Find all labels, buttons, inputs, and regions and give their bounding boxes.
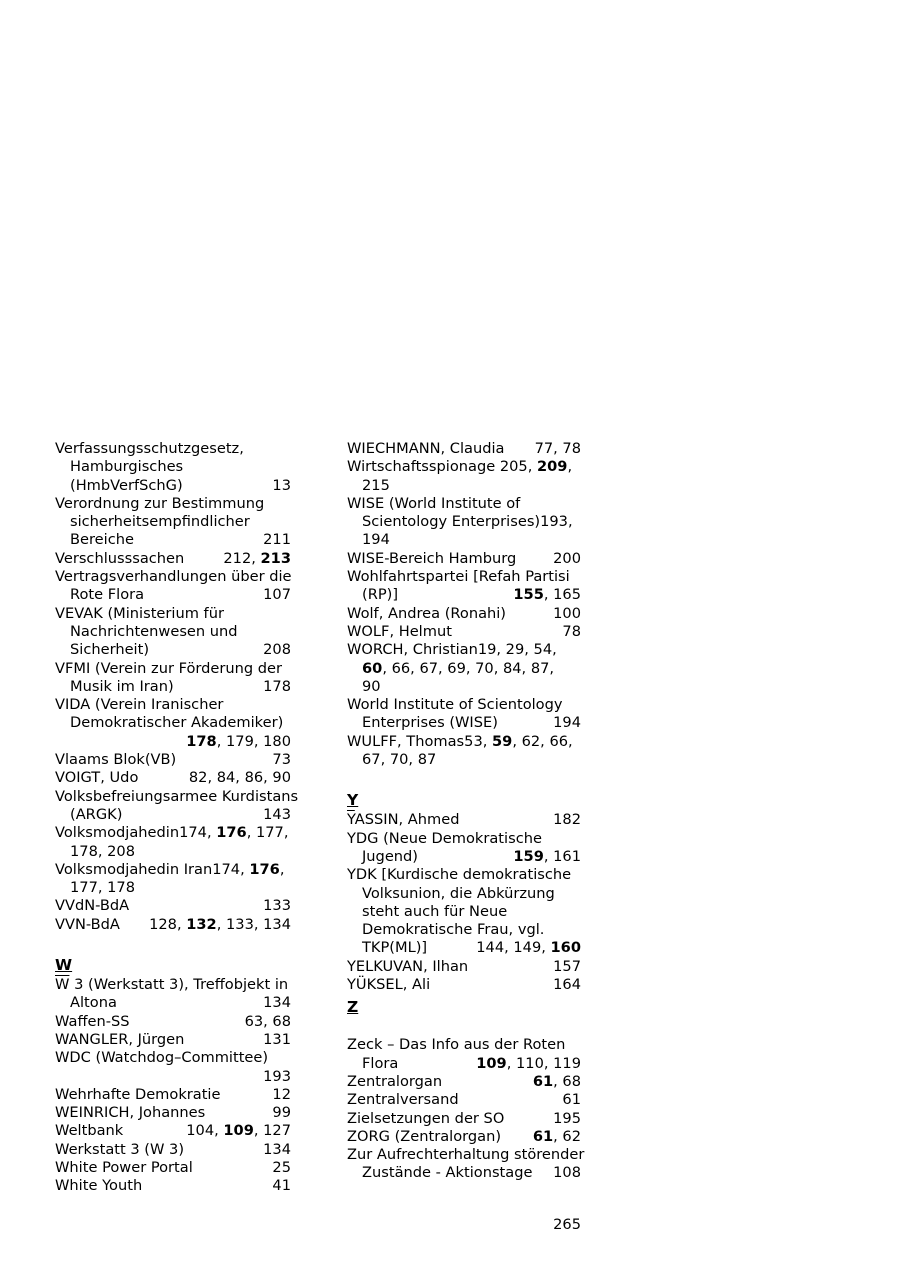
entry-text: VOIGT, Udo — [55, 769, 139, 787]
entry-pages: 164 — [553, 976, 581, 994]
entry-text: WOLF, Helmut — [347, 622, 452, 640]
entry-text: Rote Flora — [70, 586, 145, 604]
entry-pages: 82, 84, 86, 90 — [188, 769, 291, 787]
index-entry — [55, 1177, 291, 1195]
index-entry — [347, 866, 581, 957]
entry-term — [347, 811, 581, 829]
entry-pages: 108 — [553, 1164, 581, 1182]
entry-term: VFMI (Verein zur Förderung der — [55, 659, 283, 677]
entry-text: Wehrhafte Demokratie — [55, 1085, 221, 1103]
entry-term — [55, 1013, 291, 1031]
entry-pages: 25 — [272, 1158, 291, 1176]
entry-term — [347, 550, 581, 568]
entry-term: World Institute of Scientology — [347, 696, 563, 714]
entry-continuation: 67, 70, 87 — [362, 751, 437, 769]
index-entry — [347, 641, 581, 696]
entry-pages: 193 — [263, 1067, 291, 1085]
entry-pages: 78 — [562, 622, 581, 640]
index-entry — [347, 458, 581, 495]
entry-pages: 208 — [263, 641, 291, 659]
entry-text: Sicherheit) — [70, 641, 150, 659]
section-letter-w: W — [55, 956, 73, 975]
entry-pages: 61 — [562, 1091, 581, 1109]
entry-text: Weltbank — [55, 1122, 124, 1140]
entry-continuation — [55, 586, 291, 604]
index-entry — [55, 495, 291, 550]
entry-term — [347, 1091, 581, 1109]
entry-text: YELKUVAN, Ilhan — [347, 957, 469, 975]
entry-pages: 100 — [553, 604, 581, 622]
index-entry — [347, 605, 581, 623]
entry-pages: 157 — [553, 957, 581, 975]
entry-term — [55, 550, 291, 568]
entry-pages: 63, 68 — [244, 1012, 291, 1030]
entry-pages: 194 — [553, 714, 581, 732]
entry-term: Zur Aufrechterhaltung störender — [347, 1146, 585, 1164]
entry-continuation: steht auch für Neue — [362, 902, 508, 920]
section-letter-z: Z — [347, 998, 359, 1017]
entry-term — [347, 1110, 581, 1128]
entry-text: YÜKSEL, Ali — [347, 976, 431, 994]
entry-pages: 134 — [263, 994, 291, 1012]
entry-continuation: 215 — [362, 476, 390, 494]
entry-term — [55, 1031, 291, 1049]
index-entry — [55, 1159, 291, 1177]
entry-term: $\overline{W}$ 3 (Werkstatt 3), Treffobjekt in — [55, 976, 289, 994]
entry-term: WDC (Watchdog–Committee) — [55, 1049, 269, 1067]
entry-continuation: 178, 208 — [70, 842, 135, 860]
entry-continuation: Demokratische Frau, vgl. — [362, 921, 545, 939]
entry-continuation: sicherheitsempfindlicher — [70, 513, 250, 531]
entry-text: Zentralorgan — [347, 1072, 443, 1090]
index-entry — [347, 1110, 581, 1128]
entry-term — [347, 440, 581, 458]
entry-continuation: Scientology Enterprises)193, — [362, 513, 573, 531]
entry-term — [55, 897, 291, 915]
entry-term — [55, 1159, 291, 1177]
index-entry — [55, 1141, 291, 1159]
entry-text: TKP(ML)] — [362, 939, 428, 957]
entry-term — [347, 958, 581, 976]
entry-continuation: 177, 178 — [70, 879, 135, 897]
entry-term — [55, 1122, 291, 1140]
entry-continuation — [347, 848, 581, 866]
entry-pages: 12 — [272, 1085, 291, 1103]
entry-term — [55, 751, 291, 769]
entry-text: Zentralversand — [347, 1091, 459, 1109]
entry-text: Vlaams Blok(VB) — [55, 751, 177, 769]
entry-pages: 155, 165 — [513, 586, 581, 604]
entry-term: YDK [Kurdische demokratische — [347, 866, 572, 884]
entry-term: Volksmodjahedin174, 176, 177, — [55, 824, 289, 842]
entry-term: WISE (World Institute of — [347, 494, 521, 512]
entry-pages: 159, 161 — [513, 847, 581, 865]
entry-pages: 178 — [263, 677, 291, 695]
entry-term — [55, 769, 291, 787]
index-column-left — [55, 440, 299, 1196]
section-gap — [347, 1018, 581, 1036]
entry-pages: 134 — [263, 1140, 291, 1158]
entry-pages: 211 — [263, 531, 291, 549]
entry-continuation — [347, 586, 581, 604]
entry-text: Bereiche — [70, 531, 134, 549]
entry-term: VEVAK (Ministerium für — [55, 604, 224, 622]
entry-text: (HmbVerfSchG) — [70, 476, 183, 494]
index-entry — [55, 696, 291, 751]
entry-text: Wolf, Andrea (Ronahi) — [347, 604, 507, 622]
index-entry — [347, 495, 581, 550]
entry-term — [347, 623, 581, 641]
entry-term: Volksmodjahedin Iran174, 176, — [55, 860, 285, 878]
entry-pages: 107 — [263, 586, 291, 604]
index-entry — [55, 897, 291, 915]
page-number: 265 — [553, 1216, 581, 1233]
entry-term: WORCH, Christian19, 29, 54, — [347, 641, 557, 659]
entry-continuation — [347, 939, 581, 957]
entry-pages: 143 — [263, 805, 291, 823]
entry-term — [347, 1128, 581, 1146]
entry-text: Zielsetzungen der SO — [347, 1109, 505, 1127]
entry-text: Verschlusssachen — [55, 549, 185, 567]
entry-continuation — [55, 806, 291, 824]
entry-term: YDG (Neue Demokratische — [347, 829, 542, 847]
index-entry — [55, 916, 291, 934]
entry-term: Vertragsverhandlungen über die — [55, 568, 292, 586]
entry-continuation: 90 — [362, 677, 381, 695]
entry-continuation: 60, 66, 67, 69, 70, 84, 87, — [362, 659, 555, 677]
entry-continuation — [55, 531, 291, 549]
entry-pages: 182 — [553, 811, 581, 829]
index-entry — [55, 1031, 291, 1049]
entry-term — [347, 1073, 581, 1091]
entry-continuation: Demokratischer Akademiker) — [70, 714, 284, 732]
index-entry — [347, 811, 581, 829]
entry-term: VIDA (Verein Iranischer — [55, 696, 224, 714]
entry-pages: 99 — [272, 1104, 291, 1122]
entry-continuation — [55, 641, 291, 659]
index-entry — [55, 660, 291, 697]
section-letter-y: Y — [347, 791, 359, 810]
entry-pages: 61, 62 — [532, 1127, 581, 1145]
index-entry — [347, 1146, 585, 1183]
entry-pages: 133 — [263, 897, 291, 915]
index-entry — [55, 976, 291, 1013]
entry-term — [55, 1104, 291, 1122]
section-gap — [55, 934, 291, 952]
index-entry — [55, 787, 299, 825]
entry-term — [55, 1177, 291, 1195]
entry-pages: 41 — [272, 1177, 291, 1195]
entry-text: Jugend) — [362, 847, 419, 865]
index-entry — [347, 958, 581, 976]
index-column-right — [347, 440, 585, 1183]
index-entry — [347, 733, 581, 770]
entry-text: (ARGK) — [70, 805, 123, 823]
entry-pages: 131 — [263, 1030, 291, 1048]
index-entry — [347, 623, 581, 641]
entry-pages: 13 — [272, 476, 291, 494]
entry-term — [55, 1086, 291, 1104]
entry-continuation — [347, 714, 581, 732]
entry-text: Enterprises (WISE) — [362, 714, 498, 732]
entry-text: VVdN-BdA — [55, 897, 130, 915]
entry-term: WULFF, Thomas53, 59, 62, 66, — [347, 732, 573, 750]
entry-continuation — [347, 1055, 581, 1073]
entry-text: WISE-Bereich Hamburg — [347, 549, 517, 567]
entry-term — [347, 605, 581, 623]
entry-text: Altona — [70, 994, 117, 1012]
entry-term — [55, 1141, 291, 1159]
entry-text: WEINRICH, Johannes — [55, 1104, 206, 1122]
entry-text: Werkstatt 3 (W 3) — [55, 1140, 185, 1158]
entry-term: Volksbefreiungsarmee Kurdistans — [55, 787, 299, 805]
index-entry — [55, 1104, 291, 1122]
entry-continuation — [55, 678, 291, 696]
index-entry — [55, 1086, 291, 1104]
entry-pages: 200 — [553, 549, 581, 567]
index-entry — [55, 605, 291, 660]
entry-text: Zustände - Aktionstage — [362, 1164, 533, 1182]
entry-text: White Youth — [55, 1177, 143, 1195]
index-entry — [55, 861, 291, 898]
entry-continuation: Nachrichtenwesen und — [70, 622, 238, 640]
index-entry — [55, 550, 291, 568]
entry-continuation: Hamburgisches — [70, 458, 184, 476]
entry-text: WIECHMANN, Claudia — [347, 440, 505, 457]
index-entry — [347, 1091, 581, 1109]
index-entry — [347, 696, 581, 733]
entry-term: Verordnung zur Bestimmung — [55, 494, 265, 512]
index-entry — [55, 1013, 291, 1031]
index-entry — [55, 769, 291, 787]
entry-continuation: Volksunion, die Abkürzung — [362, 884, 555, 902]
index-entry — [347, 1073, 581, 1091]
entry-pages: 104, 109, 127 — [186, 1122, 291, 1140]
entry-text: ZORG (Zentralorgan) — [347, 1127, 502, 1145]
entry-text: Waffen-SS — [55, 1012, 130, 1030]
entry-pages: 195 — [553, 1109, 581, 1127]
entry-pages: 61, 68 — [532, 1072, 581, 1090]
entry-pages: 73 — [272, 751, 291, 769]
index-entry — [347, 550, 581, 568]
entry-pages: 212, 213 — [223, 549, 291, 567]
entry-continuation — [55, 477, 291, 495]
entry-term — [55, 916, 291, 934]
entry-pages: 109, 110, 119 — [476, 1054, 581, 1072]
index-entry — [347, 568, 581, 605]
entry-term: Wirtschaftsspionage 205, 209, — [347, 458, 573, 476]
entry-term: Wohlfahrtspartei [Refah Partisi — [347, 568, 570, 586]
entry-text: Musik im Iran) — [70, 677, 174, 695]
entry-term: Zeck – Das Info aus der Roten — [347, 1036, 566, 1054]
entry-text: VVN-BdA — [55, 915, 120, 933]
entry-text: (RP)] — [362, 586, 399, 604]
entry-pages: 77, 78 — [534, 440, 581, 457]
entry-text: Flora — [362, 1054, 399, 1072]
entry-term — [347, 976, 581, 994]
index-entry — [347, 1128, 581, 1146]
entry-term: Verfassungsschutzgesetz, — [55, 440, 244, 457]
entry-text: White Power Portal — [55, 1158, 193, 1176]
index-entry — [347, 976, 581, 994]
entry-pages: 144, 149, 160 — [476, 939, 581, 957]
entry-pages: 128, 132, 133, 134 — [149, 915, 291, 933]
index-entry — [55, 1122, 291, 1140]
index-entry — [55, 824, 291, 861]
index-entry — [347, 830, 581, 867]
index-entry — [55, 751, 291, 769]
index-entry — [55, 568, 291, 605]
section-gap — [347, 769, 581, 787]
entry-continuation — [347, 1164, 581, 1182]
entry-pages: 178, 179, 180 — [186, 732, 291, 750]
entry-text: WANGLER, Jürgen — [55, 1030, 185, 1048]
index-entry — [347, 440, 581, 458]
index-entry — [347, 1036, 581, 1073]
entry-continuation — [55, 994, 291, 1012]
entry-continuation: 194 — [362, 531, 390, 549]
entry-text: $\overline{Y}ASSIN$, Ahmed — [347, 811, 460, 829]
index-entry — [55, 1049, 291, 1086]
index-entry — [55, 440, 291, 495]
